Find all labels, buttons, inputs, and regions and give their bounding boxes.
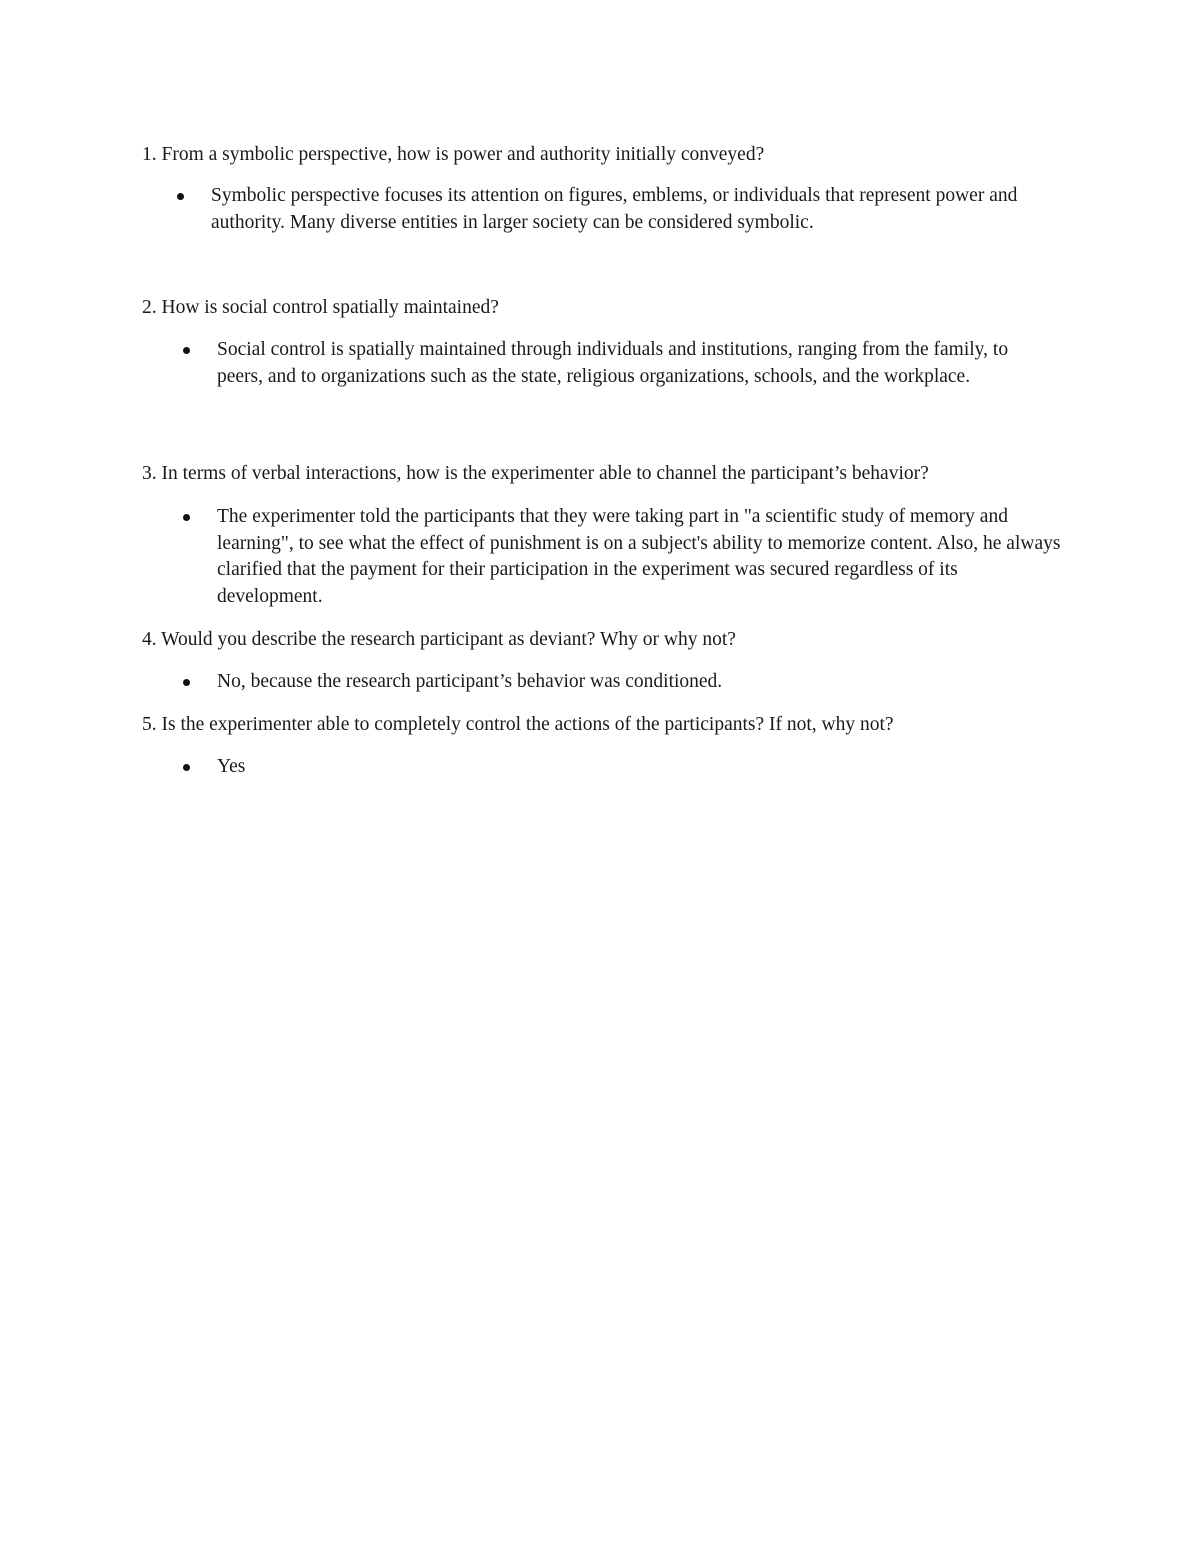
question-number: 2. xyxy=(142,297,157,318)
question-3 xyxy=(142,461,929,487)
question-number: 1. xyxy=(142,144,157,165)
question-text: From a symbolic perspective, how is power and authority initially conveyed? xyxy=(161,144,765,165)
answer-1: Symbolic perspective focuses its attention on figures, emblems, or individuals that represent power and authority. Many diverse entities in larger society can be considered symbolic. xyxy=(211,185,1018,233)
bullet-icon xyxy=(183,347,190,354)
answer-2: Social control is spatially maintained through individuals and institutions, ranging from the family, to peers, and to organizations such as the state, religious organizations, schools, and the workplace. xyxy=(217,339,1009,387)
question-number: 5. xyxy=(142,714,157,735)
question-text: Would you describe the research participant as deviant? Why or why not? xyxy=(161,629,736,650)
question-2 xyxy=(142,295,499,321)
answer-3: The experimenter told the participants that they were taking part in "a scientific study of memory and learning", to see what the effect of punishment is on a subject's ability to memorize content. Also, he always clarified that the payment for their participation in the experiment was secured regardless of its development. xyxy=(217,506,1061,607)
question-number: 3. xyxy=(142,463,157,484)
bullet-icon xyxy=(183,514,190,521)
question-text: In terms of verbal interactions, how is the experimenter able to channel the participant’s behavior? xyxy=(161,463,929,484)
question-1 xyxy=(142,142,764,168)
answer-5: Yes xyxy=(217,756,246,777)
question-5 xyxy=(142,712,894,738)
question-text: How is social control spatially maintained? xyxy=(161,297,499,318)
bullet-icon xyxy=(177,193,184,200)
question-number: 4. xyxy=(142,629,157,650)
question-4 xyxy=(142,627,736,653)
bullet-icon xyxy=(183,679,190,686)
answer-4: No, because the research participant’s behavior was conditioned. xyxy=(217,671,723,692)
bullet-icon xyxy=(183,764,190,771)
question-text: Is the experimenter able to completely control the actions of the participants? If not, why not? xyxy=(161,714,894,735)
